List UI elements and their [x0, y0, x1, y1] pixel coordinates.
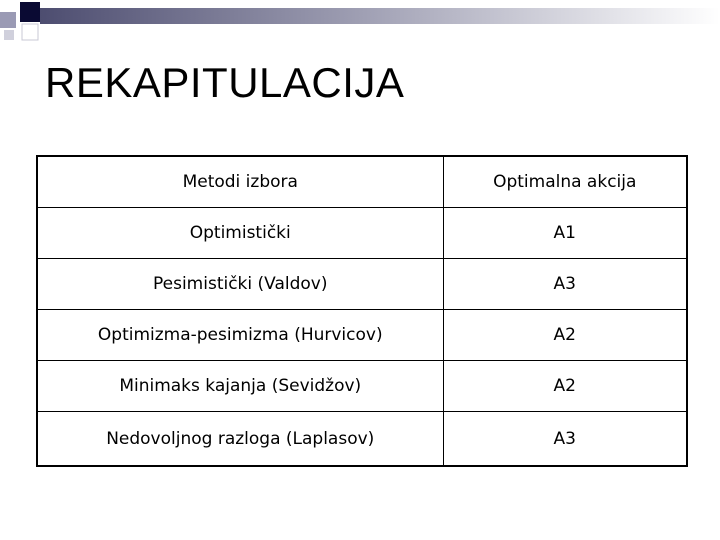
slide-title: REKAPITULACIJA — [45, 59, 405, 106]
method-cell: Minimaks kajanja (Sevidžov) — [37, 361, 443, 412]
column-header-method: Metodi izbora — [37, 156, 443, 208]
square-pale-icon — [4, 30, 14, 40]
method-cell: Optimizma-pesimizma (Hurvicov) — [37, 310, 443, 361]
recapitulation-table — [36, 155, 688, 467]
table-header-row — [37, 156, 687, 208]
table-row — [37, 208, 687, 259]
action-cell: A3 — [443, 412, 687, 467]
square-white-icon — [22, 24, 38, 40]
action-cell: A1 — [443, 208, 687, 259]
column-header-optimal-action: Optimalna akcija — [443, 156, 687, 208]
action-cell: A3 — [443, 259, 687, 310]
square-dark-icon — [20, 2, 40, 22]
table-row — [37, 361, 687, 412]
gradient-stripe — [40, 8, 720, 24]
square-light-icon — [0, 12, 16, 28]
method-cell: Optimistički — [37, 208, 443, 259]
action-cell: A2 — [443, 310, 687, 361]
decorative-header-band — [0, 0, 720, 46]
table-row — [37, 310, 687, 361]
method-cell: Nedovoljnog razloga (Laplasov) — [37, 412, 443, 467]
table-row — [37, 259, 687, 310]
table-row — [37, 412, 687, 467]
action-cell: A2 — [443, 361, 687, 412]
method-cell: Pesimistički (Valdov) — [37, 259, 443, 310]
